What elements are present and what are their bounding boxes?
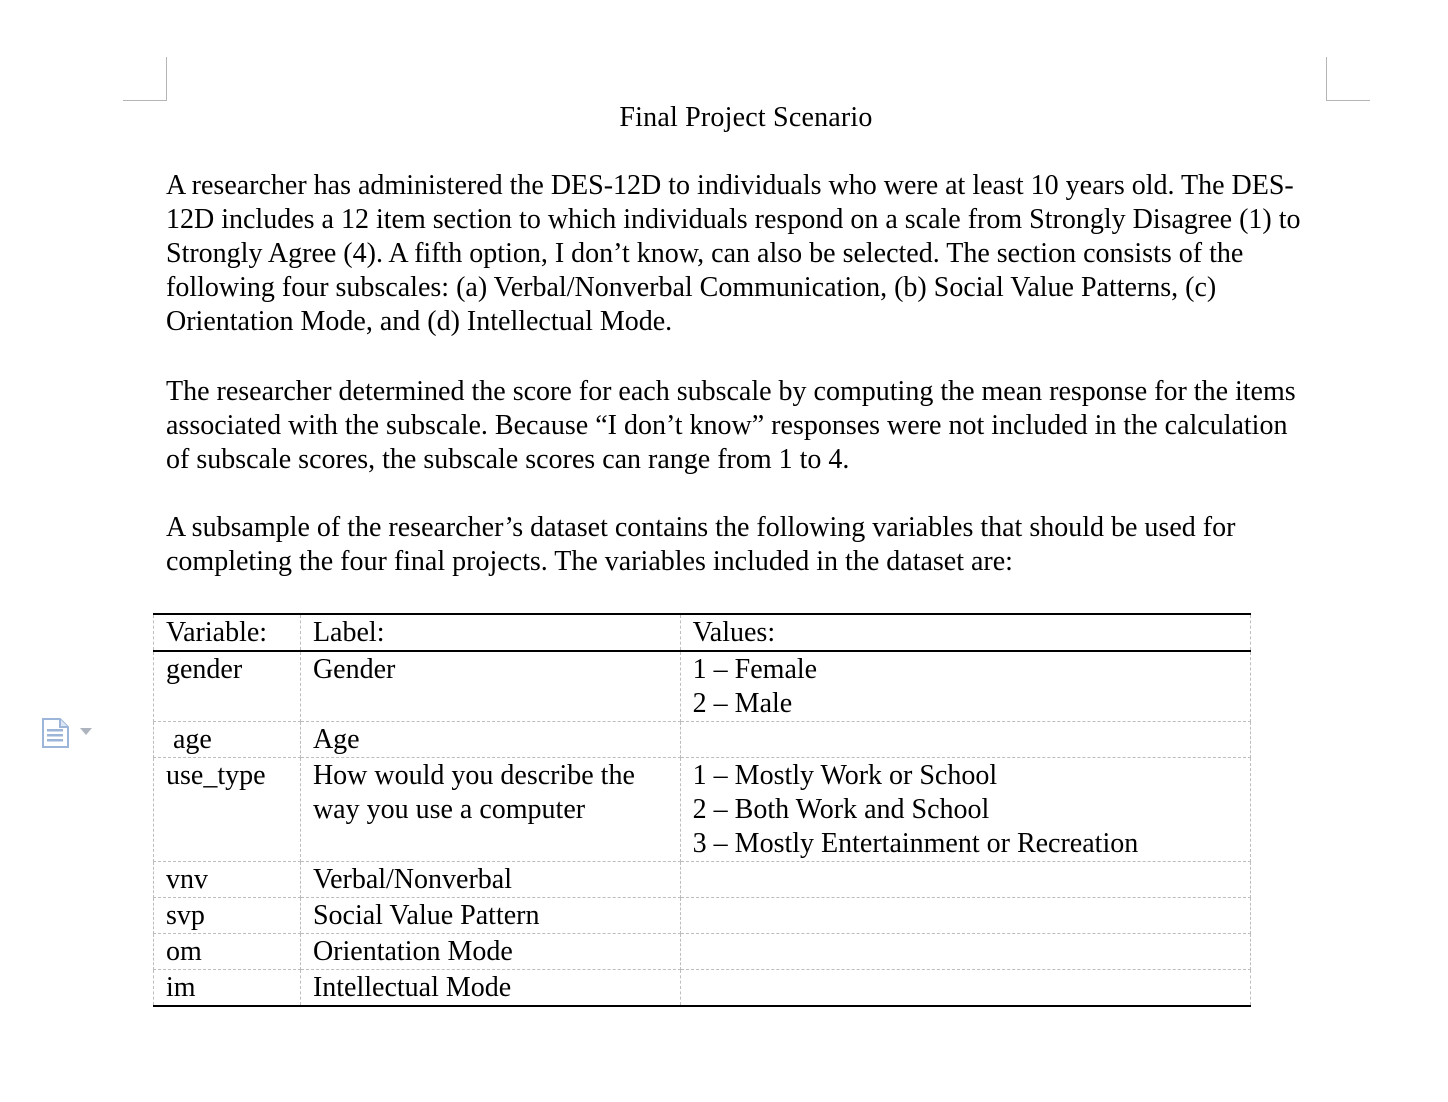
value-line: 3 – Mostly Entertainment or Recreation	[692, 828, 1139, 859]
label-line: Orientation Mode	[312, 936, 513, 967]
value-line: 1 – Mostly Work or School	[692, 760, 998, 791]
label-cell	[300, 862, 680, 898]
values-cell	[680, 651, 1250, 722]
header-variable: Variable:	[154, 614, 301, 651]
label-cell	[300, 758, 680, 862]
paragraph-dataset: A subsample of the researcher’s dataset contains the following variables that should be used for completing the four final projects. The variables included in the dataset are:	[166, 512, 1236, 577]
table-row	[154, 970, 1251, 1007]
label-line: How would you describe the	[312, 760, 635, 791]
table-row	[154, 651, 1251, 722]
document-options-icon	[42, 718, 94, 748]
variable-cell: age	[154, 722, 301, 758]
table-header-row	[154, 614, 1251, 651]
values-cell	[680, 722, 1250, 758]
label-cell	[300, 722, 680, 758]
variable-cell: use_type	[154, 758, 301, 862]
label-cell	[300, 970, 680, 1007]
table-row	[154, 722, 1251, 758]
label-line: Gender	[312, 654, 396, 685]
header-values: Values:	[680, 614, 1250, 651]
value-line: 2 – Male	[692, 688, 793, 719]
variable-cell: gender	[154, 651, 301, 722]
value-line: 2 – Both Work and School	[692, 794, 990, 825]
corner-mark-top-right	[1326, 57, 1327, 101]
value-line: 1 – Female	[692, 654, 818, 685]
label-cell	[300, 651, 680, 722]
values-cell	[680, 934, 1250, 970]
dropdown-arrow-icon	[80, 728, 92, 735]
label-cell	[300, 934, 680, 970]
label-line: Intellectual Mode	[312, 972, 512, 1003]
variables-table	[153, 613, 1251, 1007]
variable-cell: om	[154, 934, 301, 970]
table-row	[154, 862, 1251, 898]
corner-mark-top-left	[123, 100, 167, 101]
header-label: Label:	[300, 614, 680, 651]
corner-mark-top-right	[1326, 100, 1370, 101]
values-cell	[680, 970, 1250, 1007]
label-line: way you use a computer	[312, 794, 586, 825]
table-row	[154, 934, 1251, 970]
values-cell	[680, 862, 1250, 898]
label-line: Verbal/Nonverbal	[312, 864, 512, 895]
table-row	[154, 758, 1251, 862]
variable-cell: vnv	[154, 862, 301, 898]
document-title: Final Project Scenario	[619, 102, 873, 133]
table-row	[154, 898, 1251, 934]
values-cell	[680, 898, 1250, 934]
corner-mark-top-left	[166, 57, 167, 101]
values-cell	[680, 758, 1250, 862]
paragraph-scoring: The researcher determined the score for each subscale by computing the mean response for the items associated with the subscale. Because “I don’t know” responses were not included in the calculation of subscale scores, the subscale scores can range from 1 to 4.	[166, 376, 1296, 475]
variable-cell: im	[154, 970, 301, 1007]
label-line: Social Value Pattern	[312, 900, 540, 931]
label-cell	[300, 898, 680, 934]
paragraph-intro: A researcher has administered the DES-12D to individuals who were at least 10 years old. The DES-12D includes a 12 item section to which individuals respond on a scale from Strongly Disagree (1) to Strongly Agree (4). A fifth option, I don’t know, can also be selected. The section consists of the following four subscales: (a) Verbal/Nonverbal Communication, (b) Social Value Patterns, (c) Orientation Mode, and (d) Intellectual Mode.	[166, 170, 1301, 337]
label-line: Age	[312, 724, 360, 755]
margin-options-button[interactable]	[42, 718, 94, 748]
variable-cell: svp	[154, 898, 301, 934]
